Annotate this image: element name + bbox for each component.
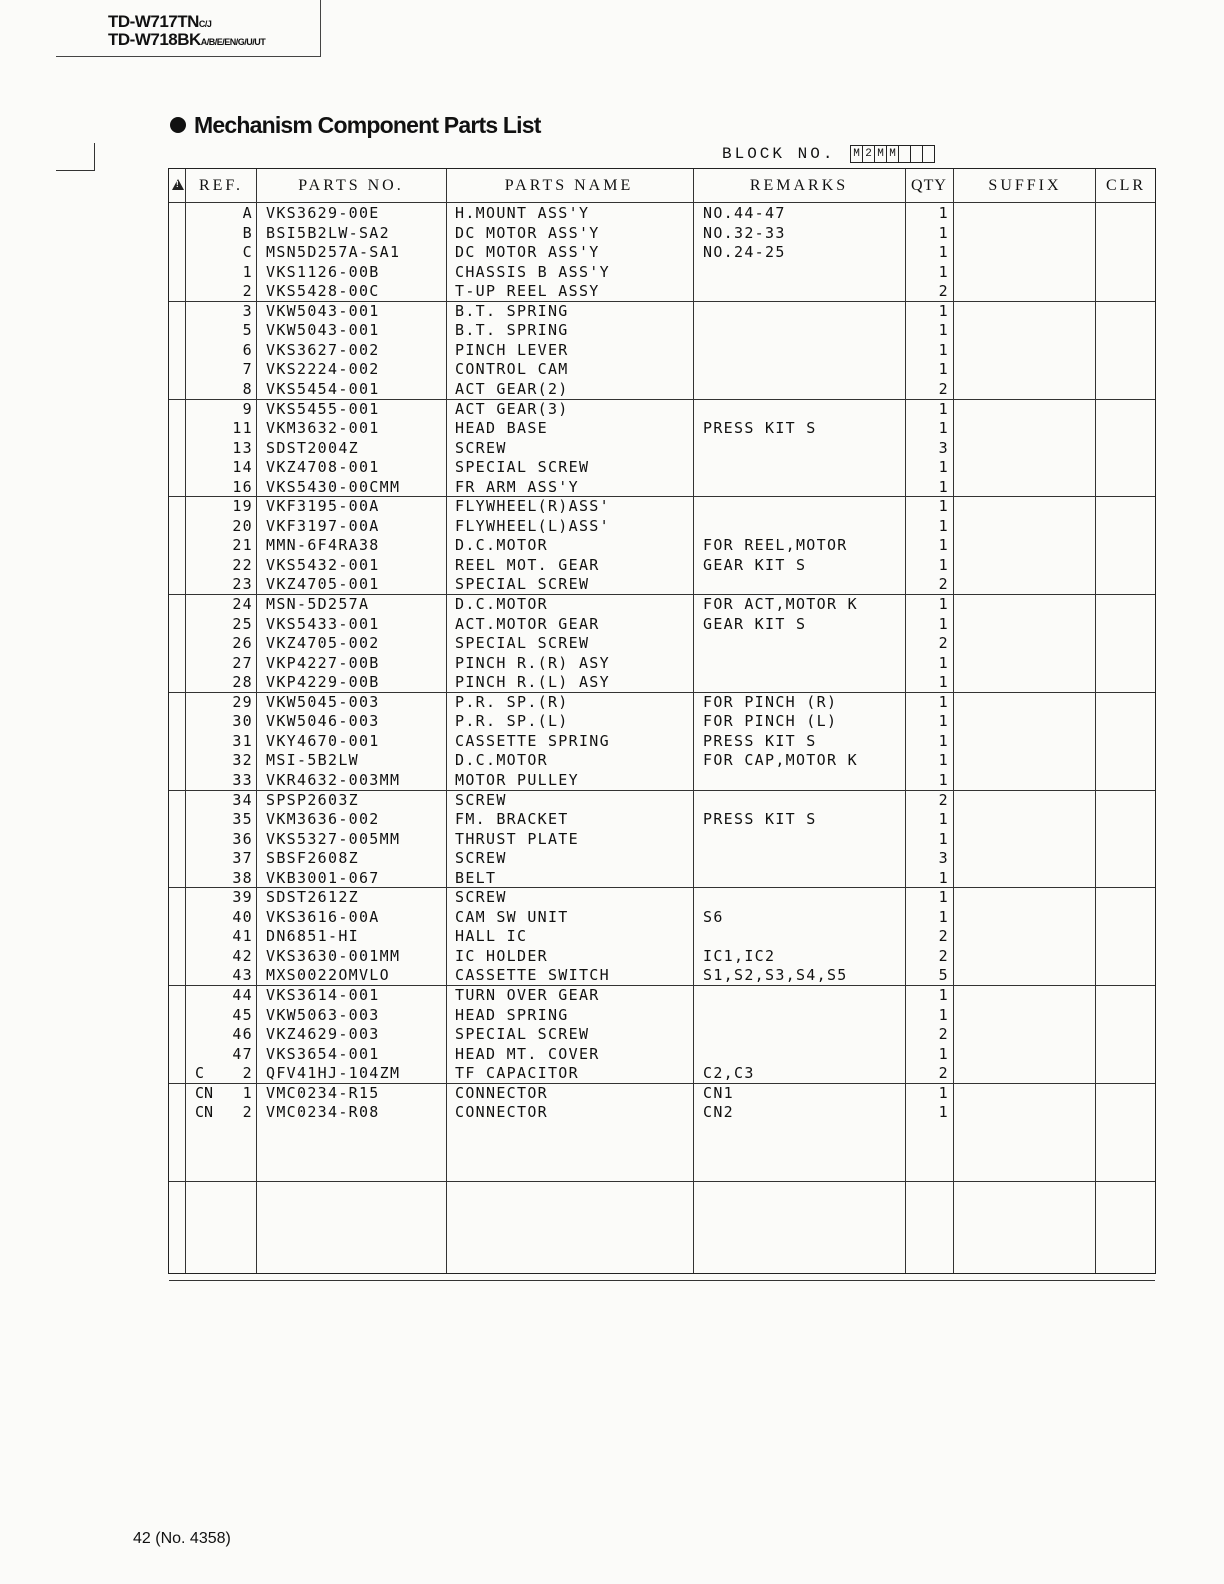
ref-cell: 35 <box>232 810 253 829</box>
remarks-cell: FOR REEL,MOTOR <box>703 536 848 555</box>
name-cell: ACT GEAR(2) <box>455 379 569 398</box>
remarks-cell: GEAR KIT S <box>703 555 807 574</box>
ref-cell: B <box>242 223 253 242</box>
part-cell: BSI5B2LW-SA2 <box>266 223 390 242</box>
part-cell: MMN-6F4RA38 <box>266 536 380 555</box>
name-cell: TF CAPACITOR <box>455 1064 579 1083</box>
remarks-cell: NO.44-47 <box>703 204 786 222</box>
part-cell: VKW5063-003 <box>266 1005 380 1024</box>
ref-cell: 24 <box>232 595 253 613</box>
qty-cell: 2 <box>938 379 949 398</box>
qty-cell: 1 <box>938 243 949 262</box>
part-cell: SDST2004Z <box>266 438 359 457</box>
ref-cell: C <box>242 243 253 262</box>
part-cell: VKM3636-002 <box>266 810 380 829</box>
remarks-cell: FOR CAP,MOTOR K <box>703 751 858 770</box>
name-cell: SPECIAL SCREW <box>455 1025 590 1044</box>
part-cell: SBSF2608Z <box>266 849 359 868</box>
part-cell: VKS5433-001 <box>266 614 380 633</box>
row-divider <box>169 202 1155 203</box>
qty-cell: 5 <box>938 966 949 985</box>
page-number: 42 (No. 4358) <box>133 1530 231 1547</box>
block-no-box: M <box>874 145 887 163</box>
qty-cell: 1 <box>938 1103 949 1122</box>
name-cell: FLYWHEEL(L)ASS' <box>455 516 610 535</box>
ref-cell: 7 <box>242 360 253 379</box>
qty-cell: 1 <box>938 595 949 613</box>
part-cell: VKS5327-005MM <box>266 829 401 848</box>
col-divider <box>905 169 906 1273</box>
part-cell: VKS5430-00CMM <box>266 477 401 496</box>
part-cell: DN6851-HI <box>266 927 359 946</box>
part-cell: VKZ4705-001 <box>266 575 380 594</box>
ref-cell: 20 <box>232 516 253 535</box>
name-cell: SCREW <box>455 849 507 868</box>
remarks-cell: FOR PINCH (L) <box>703 712 838 731</box>
model-name-1: TD-W717TNC/J <box>108 12 212 31</box>
remarks-cell: IC1,IC2 <box>703 946 776 965</box>
remarks-cell: S6 <box>703 907 724 926</box>
block-no-label: BLOCK NO. <box>722 145 836 163</box>
part-cell: VKS3627-002 <box>266 340 380 359</box>
ref-cell: A <box>242 204 253 222</box>
name-cell: HEAD SPRING <box>455 1005 569 1024</box>
row-divider <box>169 1181 1155 1182</box>
qty-cell: 2 <box>938 634 949 653</box>
ref-cell: 13 <box>232 438 253 457</box>
col-divider <box>953 169 954 1273</box>
part-cell: VKS5432-001 <box>266 555 380 574</box>
qty-cell: 1 <box>938 731 949 750</box>
ref-cell: 36 <box>232 829 253 848</box>
qty-cell: 1 <box>938 419 949 438</box>
name-cell: CHASSIS B ASS'Y <box>455 262 610 281</box>
ref-cell: 8 <box>242 379 253 398</box>
name-cell: PINCH LEVER <box>455 340 569 359</box>
name-cell: B.T. SPRING <box>455 301 569 320</box>
part-cell: VKW5046-003 <box>266 712 380 731</box>
col-divider <box>185 169 186 1273</box>
qty-cell: 2 <box>938 790 949 809</box>
name-cell: CAM SW UNIT <box>455 907 569 926</box>
name-cell: IC HOLDER <box>455 946 548 965</box>
remarks-cell: NO.32-33 <box>703 223 786 242</box>
name-cell: SCREW <box>455 438 507 457</box>
remarks-cell: PRESS KIT S <box>703 810 817 829</box>
model-suffix-1: C/J <box>198 19 212 29</box>
qty-cell: 1 <box>938 321 949 340</box>
qty-cell: 1 <box>938 516 949 535</box>
name-cell: FLYWHEEL(R)ASS' <box>455 497 610 516</box>
qty-cell: 1 <box>938 907 949 926</box>
header-ref: REF. <box>198 177 244 194</box>
ref-cell: 34 <box>232 790 253 809</box>
ref-cell: 45 <box>232 1005 253 1024</box>
part-cell: MSN-5D257A <box>266 595 370 613</box>
part-cell: VKZ4629-003 <box>266 1025 380 1044</box>
name-cell: CASSETTE SWITCH <box>455 966 610 985</box>
qty-cell: 2 <box>938 946 949 965</box>
name-cell: CONTROL CAM <box>455 360 569 379</box>
remarks-cell: GEAR KIT S <box>703 614 807 633</box>
col-divider <box>256 169 257 1273</box>
part-cell: VMC0234-R15 <box>266 1083 380 1102</box>
ref-cell: 14 <box>232 458 253 477</box>
ref-cell: 19 <box>232 497 253 516</box>
ref-cell: 21 <box>232 536 253 555</box>
parts-table <box>168 168 1156 1274</box>
name-cell: CONNECTOR <box>455 1103 548 1122</box>
page-title: Mechanism Component Parts List <box>170 112 541 139</box>
ref-cell: 2 <box>242 1064 253 1083</box>
part-cell: VKS3630-001MM <box>266 946 401 965</box>
name-cell: ACT.MOTOR GEAR <box>455 614 600 633</box>
ref-cell: 6 <box>242 340 253 359</box>
qty-cell: 2 <box>938 1064 949 1083</box>
name-cell: THRUST PLATE <box>455 829 579 848</box>
block-no-box: M <box>850 145 863 163</box>
qty-cell: 2 <box>938 1025 949 1044</box>
qty-cell: 1 <box>938 692 949 711</box>
name-cell: REEL MOT. GEAR <box>455 555 600 574</box>
ref-cell: 42 <box>232 946 253 965</box>
qty-cell: 1 <box>938 986 949 1004</box>
part-cell: VKB3001-067 <box>266 868 380 887</box>
name-cell: D.C.MOTOR <box>455 536 548 555</box>
part-cell: MSN5D257A-SA1 <box>266 243 401 262</box>
name-cell: SCREW <box>455 790 507 809</box>
qty-cell: 1 <box>938 555 949 574</box>
header-suffix: SUFFIX <box>988 177 1062 194</box>
part-cell: VKP4227-00B <box>266 653 380 672</box>
name-cell: FR ARM ASS'Y <box>455 477 579 496</box>
qty-cell: 1 <box>938 1083 949 1102</box>
remarks-cell: PRESS KIT S <box>703 419 817 438</box>
qty-cell: 1 <box>938 399 949 418</box>
part-cell: QFV41HJ-104ZM <box>266 1064 401 1083</box>
qty-cell: 1 <box>938 810 949 829</box>
name-cell: FM. BRACKET <box>455 810 569 829</box>
ref-cell: 2 <box>242 1103 253 1122</box>
qty-cell: 1 <box>938 340 949 359</box>
qty-cell: 1 <box>938 673 949 692</box>
col-divider <box>693 169 694 1273</box>
part-cell: VKS3614-001 <box>266 986 380 1004</box>
name-cell: HEAD BASE <box>455 419 548 438</box>
ref-cell: 1 <box>242 262 253 281</box>
ref-cell: 30 <box>232 712 253 731</box>
name-cell: SPECIAL SCREW <box>455 575 590 594</box>
ref-cell: 31 <box>232 731 253 750</box>
name-cell: CASSETTE SPRING <box>455 731 610 750</box>
ref-cell: 22 <box>232 555 253 574</box>
part-cell: VKS1126-00B <box>266 262 380 281</box>
part-cell: MXS0022OMVLO <box>266 966 390 985</box>
part-cell: VMC0234-R08 <box>266 1103 380 1122</box>
header-qty: QTY <box>911 177 947 194</box>
part-cell: VKP4229-00B <box>266 673 380 692</box>
qty-cell: 1 <box>938 1044 949 1063</box>
part-cell: VKZ4705-002 <box>266 634 380 653</box>
qty-cell: 1 <box>938 868 949 887</box>
part-cell: VKM3632-001 <box>266 419 380 438</box>
remarks-cell: CN1 <box>703 1083 734 1102</box>
part-cell: VKW5043-001 <box>266 301 380 320</box>
qty-cell: 1 <box>938 360 949 379</box>
qty-cell: 2 <box>938 927 949 946</box>
qty-cell: 1 <box>938 477 949 496</box>
name-cell: DC MOTOR ASS'Y <box>455 243 600 262</box>
name-cell: H.MOUNT ASS'Y <box>455 204 590 222</box>
name-cell: T-UP REEL ASSY <box>455 282 600 301</box>
caution-icon <box>172 179 184 190</box>
model-name-2: TD-W718BKA/B/E/EN/G/U/UT <box>108 30 266 49</box>
remarks-cell: FOR ACT,MOTOR K <box>703 595 858 613</box>
ref-cell: 46 <box>232 1025 253 1044</box>
ref-cell: 26 <box>232 634 253 653</box>
ref-cell: 38 <box>232 868 253 887</box>
part-cell: VKS3629-00E <box>266 204 380 222</box>
qty-cell: 1 <box>938 888 949 907</box>
name-cell: BELT <box>455 868 497 887</box>
block-no-box: M <box>886 145 899 163</box>
part-cell: VKS5454-001 <box>266 379 380 398</box>
part-cell: VKS2224-002 <box>266 360 380 379</box>
header-remarks: REMARKS <box>749 177 849 194</box>
header-clr: CLR <box>1105 177 1147 194</box>
row-divider <box>169 1280 1155 1281</box>
qty-cell: 1 <box>938 614 949 633</box>
ref-prefix: CN <box>195 1083 214 1102</box>
ref-cell: 39 <box>232 888 253 907</box>
part-cell: VKF3195-00A <box>266 497 380 516</box>
ref-cell: 28 <box>232 673 253 692</box>
qty-cell: 1 <box>938 262 949 281</box>
qty-cell: 1 <box>938 653 949 672</box>
qty-cell: 1 <box>938 1005 949 1024</box>
ref-cell: 25 <box>232 614 253 633</box>
ref-cell: 33 <box>232 770 253 789</box>
part-cell: VKS3616-00A <box>266 907 380 926</box>
ref-cell: 40 <box>232 907 253 926</box>
name-cell: HEAD MT. COVER <box>455 1044 600 1063</box>
part-cell: SPSP2603Z <box>266 790 359 809</box>
part-cell: VKR4632-003MM <box>266 770 401 789</box>
crop-mark <box>94 143 95 171</box>
qty-cell: 1 <box>938 223 949 242</box>
name-cell: SPECIAL SCREW <box>455 634 590 653</box>
name-cell: DC MOTOR ASS'Y <box>455 223 600 242</box>
remarks-cell: CN2 <box>703 1103 734 1122</box>
ref-cell: 43 <box>232 966 253 985</box>
qty-cell: 1 <box>938 497 949 516</box>
name-cell: TURN OVER GEAR <box>455 986 600 1004</box>
qty-cell: 1 <box>938 301 949 320</box>
name-cell: HALL IC <box>455 927 528 946</box>
part-cell: VKZ4708-001 <box>266 458 380 477</box>
name-cell: CONNECTOR <box>455 1083 548 1102</box>
remarks-cell: PRESS KIT S <box>703 731 817 750</box>
header-parts-no: PARTS NO. <box>298 177 404 194</box>
part-cell: VKW5043-001 <box>266 321 380 340</box>
qty-cell: 1 <box>938 204 949 222</box>
qty-cell: 1 <box>938 751 949 770</box>
name-cell: SCREW <box>455 888 507 907</box>
qty-cell: 1 <box>938 770 949 789</box>
qty-cell: 3 <box>938 438 949 457</box>
ref-cell: 2 <box>242 282 253 301</box>
ref-cell: 9 <box>242 399 253 418</box>
qty-cell: 2 <box>938 282 949 301</box>
ref-cell: 1 <box>242 1083 253 1102</box>
part-cell: VKF3197-00A <box>266 516 380 535</box>
name-cell: P.R. SP.(R) <box>455 692 569 711</box>
ref-cell: 41 <box>232 927 253 946</box>
qty-cell: 1 <box>938 458 949 477</box>
ref-prefix: C <box>195 1064 205 1083</box>
part-cell: VKS5428-00C <box>266 282 380 301</box>
ref-cell: 16 <box>232 477 253 496</box>
remarks-cell: FOR PINCH (R) <box>703 692 838 711</box>
part-cell: VKS5455-001 <box>266 399 380 418</box>
ref-cell: 23 <box>232 575 253 594</box>
name-cell: ACT GEAR(3) <box>455 399 569 418</box>
block-no-box <box>922 145 935 163</box>
part-cell: VKW5045-003 <box>266 692 380 711</box>
ref-prefix: CN <box>195 1103 214 1122</box>
part-cell: VKY4670-001 <box>266 731 380 750</box>
col-divider <box>1095 169 1096 1273</box>
ref-cell: 5 <box>242 321 253 340</box>
qty-cell: 3 <box>938 849 949 868</box>
qty-cell: 1 <box>938 829 949 848</box>
name-cell: SPECIAL SCREW <box>455 458 590 477</box>
qty-cell: 2 <box>938 575 949 594</box>
name-cell: MOTOR PULLEY <box>455 770 579 789</box>
name-cell: D.C.MOTOR <box>455 595 548 613</box>
name-cell: B.T. SPRING <box>455 321 569 340</box>
bullet-icon <box>170 117 186 133</box>
block-no-boxes <box>850 145 934 163</box>
part-cell: VKS3654-001 <box>266 1044 380 1063</box>
remarks-cell: S1,S2,S3,S4,S5 <box>703 966 848 985</box>
ref-cell: 32 <box>232 751 253 770</box>
ref-cell: 3 <box>242 301 253 320</box>
remarks-cell: NO.24-25 <box>703 243 786 262</box>
remarks-cell: C2,C3 <box>703 1064 755 1083</box>
part-cell: SDST2612Z <box>266 888 359 907</box>
ref-cell: 37 <box>232 849 253 868</box>
name-cell: D.C.MOTOR <box>455 751 548 770</box>
name-cell: PINCH R.(R) ASY <box>455 653 610 672</box>
ref-cell: 29 <box>232 692 253 711</box>
ref-cell: 47 <box>232 1044 253 1063</box>
name-cell: PINCH R.(L) ASY <box>455 673 610 692</box>
crop-mark <box>56 170 94 171</box>
ref-cell: 44 <box>232 986 253 1004</box>
block-no-box: 2 <box>862 145 875 163</box>
name-cell: P.R. SP.(L) <box>455 712 569 731</box>
ref-cell: 27 <box>232 653 253 672</box>
col-divider <box>446 169 447 1273</box>
part-cell: MSI-5B2LW <box>266 751 359 770</box>
qty-cell: 1 <box>938 536 949 555</box>
qty-cell: 1 <box>938 712 949 731</box>
model-suffix-2: A/B/E/EN/G/U/UT <box>200 37 266 47</box>
ref-cell: 11 <box>232 419 253 438</box>
header-parts-name: PARTS NAME <box>504 177 634 194</box>
